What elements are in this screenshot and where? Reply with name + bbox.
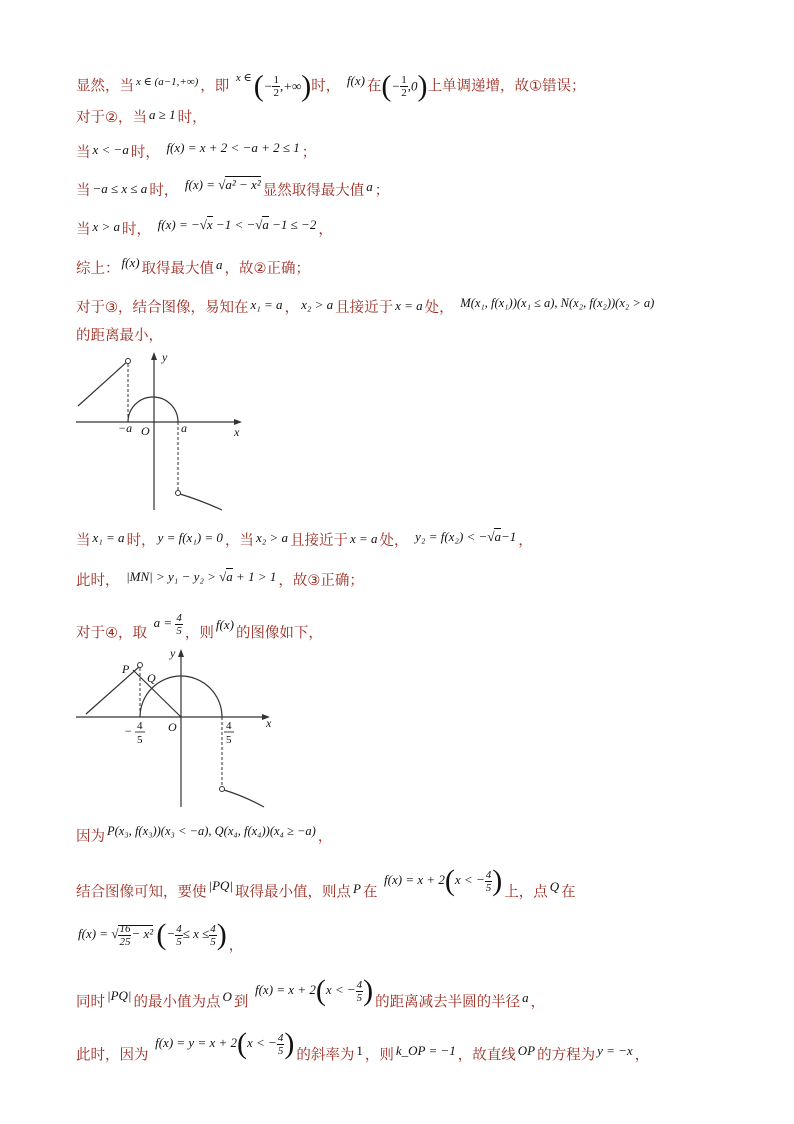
line-5 [76, 217, 333, 240]
text: 处， [424, 300, 454, 316]
math: |PQ| [208, 878, 233, 894]
q-label: Q [147, 671, 156, 685]
text: 的图像如下， [235, 625, 323, 642]
math: ,0 [407, 78, 418, 94]
math: x = a [350, 531, 378, 546]
text: 上单调递增，故①错误； [427, 78, 586, 95]
line-1: 显然，当 $^{x \in (a-1,+\infty)}$ ，即 $^{x \in}$(− $\frac{1}{2}$ ,+∞)时， f(x) 在(− $\frac{1}{2}$ ,0)上单调递增，故①错误； [76, 69, 586, 103]
text: 当 [76, 145, 91, 161]
line-3 [76, 140, 317, 163]
math: f(x) = x + 2(x < − $\frac{4}{5}$ ) [384, 864, 503, 898]
line-9 [76, 531, 533, 551]
math: P(x₃, f(x₃))(x₃ < −a), Q(x₄, f(x₄))(x₄ ≥ −a) [107, 824, 316, 838]
math: f(x) [215, 617, 234, 633]
math: |PQ| [107, 988, 132, 1004]
graph-2 [72, 643, 282, 811]
text: 的最小值为点 [133, 994, 221, 1011]
math: −a ≤ x ≤ a [92, 181, 148, 196]
line-2 [76, 108, 207, 128]
text: 对于②，当 [76, 110, 147, 126]
math: a = $\frac{4}{5}$ [153, 612, 182, 637]
text: 当 [76, 183, 91, 199]
text: ，则 [184, 625, 214, 642]
x-label: x [266, 716, 272, 730]
math: x ∈ [235, 71, 252, 84]
text: 时， [126, 533, 156, 549]
math: y₂ = f(x₂) < −√a−1 [415, 529, 517, 544]
math: a [366, 179, 373, 194]
y-label: y [170, 646, 176, 660]
text: 时， [149, 183, 179, 199]
math: f(x) [121, 255, 140, 270]
text: 时， [122, 222, 152, 238]
math: x < −a [92, 142, 129, 157]
y-label: y [162, 350, 168, 364]
text: ，则 [364, 1047, 394, 1064]
neg-frac-den: 5 [137, 734, 143, 746]
math: f(x) = √ $\frac{16}{25}$ − x² (− $\frac{4}{5}$ ≤ x ≤ $\frac{4}{5}$ ) [78, 918, 227, 952]
line-14 [76, 918, 244, 955]
text: 显然，当 [76, 78, 134, 95]
math: f(x) [346, 72, 365, 88]
text: 显然取得最大值 [262, 183, 365, 199]
text: 在 [366, 78, 382, 95]
pos-frac-num: 4 [226, 720, 232, 732]
line-16 [76, 1027, 650, 1069]
text: 的斜率为 [296, 1047, 355, 1064]
text: 且接近于 [335, 300, 394, 316]
line-15 [76, 974, 546, 1016]
y-axis-arrow [151, 352, 157, 360]
text: ； [374, 183, 390, 199]
text: ， [284, 300, 300, 316]
line-6 [76, 255, 311, 279]
text: 处， [379, 533, 409, 549]
text: 的方程为 [537, 1047, 596, 1064]
math: M(x₁, f(x₁))(x₁ ≤ a), N(x₂, f(x₂))(x₂ > a) [460, 296, 655, 310]
open-dot-left [138, 663, 143, 668]
text: 结合图像可知，要使 [76, 884, 207, 901]
math: ,+∞ [279, 78, 302, 94]
math: x₁ = a [250, 297, 283, 312]
fraction: $\frac{1}{2}$ [401, 74, 407, 99]
text: 同时 [76, 994, 105, 1011]
math: a ≥ 1 [149, 107, 176, 122]
text: ，当 [224, 533, 254, 549]
semicircle [128, 397, 178, 422]
math: y = −x [597, 1043, 633, 1059]
open-dot-right [220, 787, 225, 792]
math: f(x) = −√x −1 < −√a −1 ≤ −2 [157, 217, 317, 232]
math: f(x) = y = x + 2(x < − $\frac{4}{5}$ ) [155, 1027, 295, 1061]
text: ， [518, 533, 533, 549]
text: 当 [76, 533, 91, 549]
text: 综上： [76, 261, 120, 277]
text: 到 [233, 994, 249, 1011]
open-dot-left [126, 359, 131, 364]
text: 此时， [76, 573, 120, 589]
math: a [522, 990, 529, 1006]
text: 的距离最小， [76, 328, 163, 344]
text: ，故直线 [457, 1047, 516, 1064]
x-label: x [234, 425, 240, 439]
math: a [216, 257, 223, 272]
text: ， [317, 829, 333, 845]
line-10 [76, 571, 364, 591]
neg-frac-num: 4 [137, 720, 143, 732]
math: OP [517, 1043, 536, 1059]
text: 当 [76, 222, 91, 238]
text: 时， [311, 78, 341, 95]
text: 时， [130, 145, 160, 161]
text: ， [318, 222, 333, 238]
text: 上，点 [504, 884, 548, 901]
neg-sign: − [124, 724, 133, 738]
math: O [222, 989, 232, 1005]
line-8 [76, 326, 163, 346]
text: 的距离减去半圆的半径 [375, 994, 521, 1011]
math: 1 [356, 1043, 363, 1059]
graph-1 [70, 348, 255, 516]
math: f(x) = x + 2(x < − $\frac{4}{5}$ ) [254, 974, 374, 1008]
math: x₂ > a [301, 297, 334, 312]
math: f(x) = √a² − x² [184, 177, 261, 192]
math: |MN| > y₁ − y₂ > √a + 1 > 1 [126, 569, 277, 584]
fraction: $\frac{1}{2}$ [273, 74, 279, 99]
text: ，即 [200, 78, 230, 95]
math: x₂ > a [255, 530, 288, 545]
text: ， [530, 994, 546, 1011]
text: 因为 [76, 829, 105, 845]
line-13 [76, 864, 576, 906]
text: ，故②正确； [224, 261, 311, 277]
text: 且接近于 [290, 533, 348, 549]
text: 取得最大值 [141, 261, 215, 277]
text: 在 [561, 884, 576, 901]
a-label: a [181, 421, 187, 435]
math: x = a [395, 298, 423, 313]
math: P [352, 881, 361, 897]
neg-a-label: −a [118, 421, 133, 435]
text: ， [228, 938, 244, 955]
origin-label: O [168, 720, 177, 734]
math: Q [549, 879, 560, 895]
y-axis-arrow [178, 649, 184, 657]
math: x ∈ (a−1,+∞) [136, 75, 199, 88]
right-curve [180, 494, 222, 510]
origin-label: O [141, 424, 150, 438]
pos-frac-den: 5 [226, 734, 232, 746]
text: 取得最小值，则点 [234, 884, 351, 901]
text: 对于③，结合图像，易知在 [76, 300, 249, 316]
left-line [78, 361, 128, 406]
math: x > a [92, 219, 121, 234]
open-dot-right [176, 491, 181, 496]
text: 在 [362, 884, 378, 901]
math: x₁ = a [92, 530, 125, 545]
text: ； [301, 145, 317, 161]
line-7 [76, 298, 656, 318]
line-4 [76, 177, 390, 201]
math: k_OP = −1 [395, 1043, 456, 1059]
p-label: P [122, 662, 130, 676]
left-line [86, 666, 140, 714]
text: ，故③正确； [278, 573, 364, 589]
text: ， [634, 1047, 650, 1064]
text: 对于④，取 [76, 625, 147, 642]
line-12 [76, 824, 333, 847]
text: 时， [177, 110, 207, 126]
right-curve [224, 790, 264, 807]
text: 此时，因为 [76, 1047, 149, 1064]
math: y = f(x₁) = 0 [157, 530, 223, 545]
math: f(x) = x + 2 < −a + 2 ≤ 1 [166, 140, 300, 155]
